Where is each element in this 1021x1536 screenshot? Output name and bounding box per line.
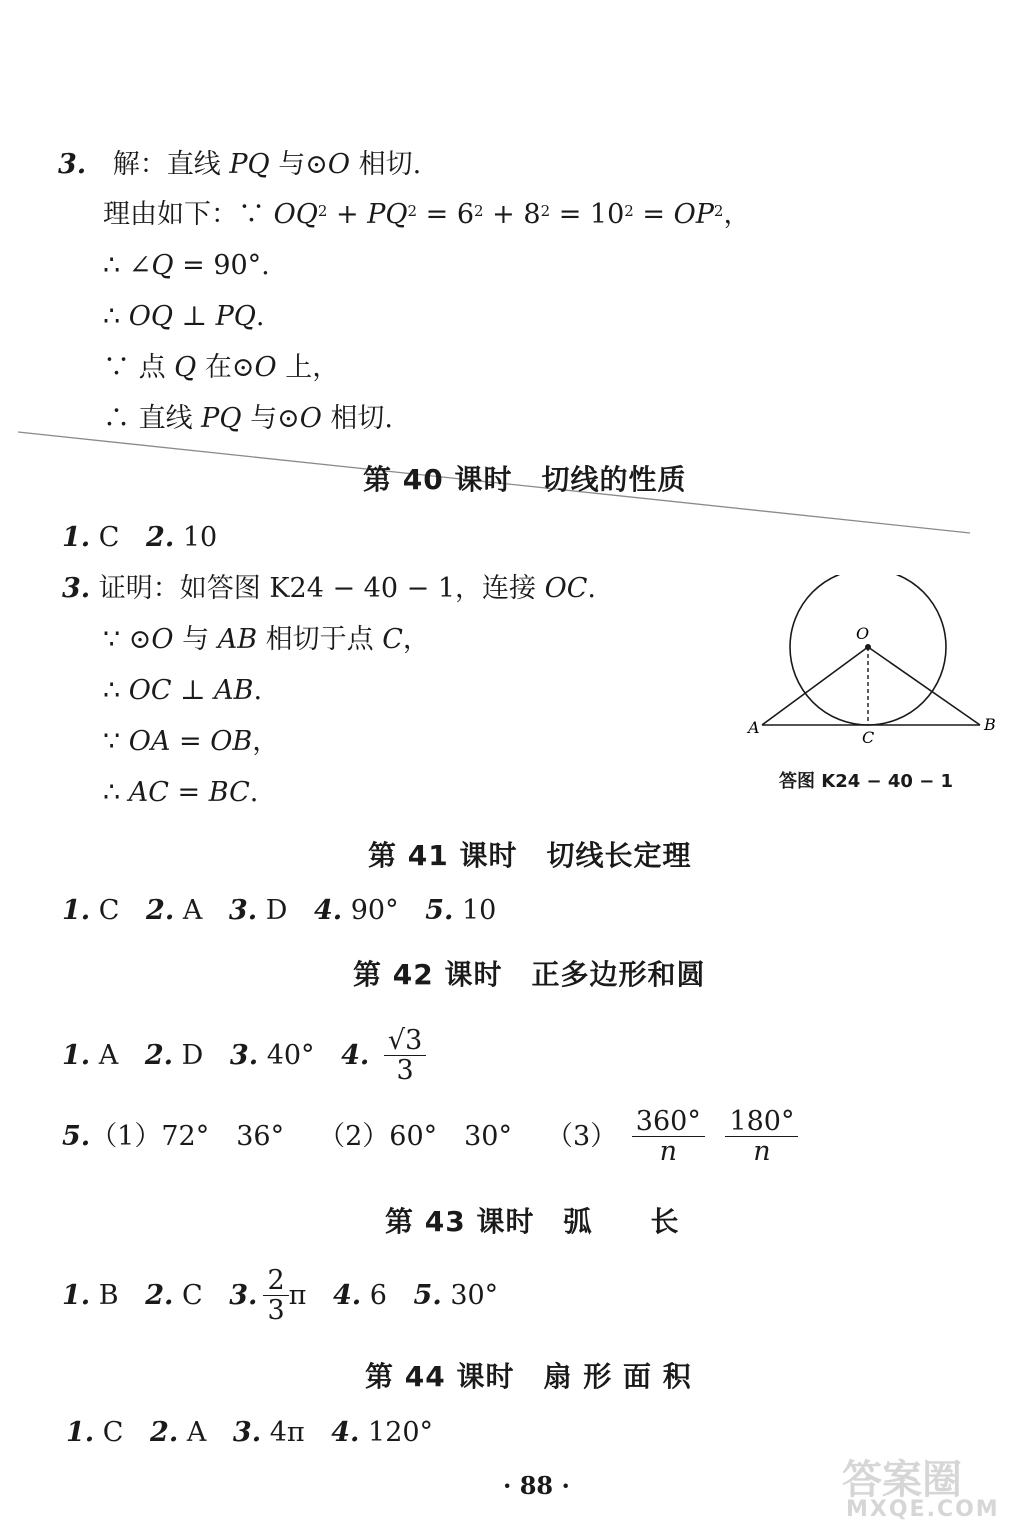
section-40-title: 第 40 课时 切线的性质 (363, 463, 687, 496)
figure-caption: 答图 K24 − 40 − 1 (779, 771, 954, 792)
fraction-180-over-n: $\frac{180^\circ}{n}$ (725, 1108, 798, 1167)
label-c: C (862, 728, 875, 747)
watermark-logo: 答案圈 (842, 1457, 962, 1503)
label-a: A (748, 718, 760, 737)
q3-line-2: 理由如下：∵ $OQ^2 + PQ^2 = 6^2 + 8^2 = 10^2 = OP^2$， (103, 199, 751, 230)
s40-q3-line-1: 3. 证明：如答图 K24 − 40 − 1，连接 OC. (62, 573, 596, 604)
point-o (865, 644, 871, 650)
section-44-title: 第 44 课时 扇 形 面 积 (365, 1360, 692, 1393)
watermark-url: MXQE.COM (846, 1497, 1000, 1522)
fraction-sqrt3-over-3: $\frac{√3}{3}$ (384, 1027, 426, 1086)
question-number: 3. (58, 149, 87, 180)
s40-answers-1: 1. C 2. 10 (62, 522, 218, 553)
line-ob (868, 647, 980, 725)
s40-q3-line-5: ∴ AC = BC. (103, 777, 259, 808)
section-43-title: 第 43 课时 弧 长 (385, 1205, 680, 1238)
label-o: O (856, 624, 870, 643)
s40-q3-line-2: ∵ ⊙O 与 AB 相切于点 C， (103, 624, 430, 655)
s40-q3-line-4: ∵ OA = OB， (103, 726, 280, 757)
s41-answers: 1. C 2. A 3. D 4. 90° 5. 10 (62, 895, 497, 926)
tangent-figure (740, 575, 1010, 755)
s40-q3-line-3: ∴ OC ⊥ AB. (103, 675, 263, 706)
s42-answers-5: 5.（1）72° 36° （2）60° 30° （3） $\frac{360^\circ}{n}$ $\frac{180^\circ}{n}$ (62, 1107, 804, 1167)
q3-line-3: ∴ ∠Q = 90°. (103, 250, 270, 281)
q3-line-4: ∴ OQ ⊥ PQ. (103, 301, 265, 332)
q3-line-1: 3. 解：直线 PQ 与⊙O 相切. (58, 149, 422, 180)
fraction-2-over-3: $\frac{2}{3}$ (263, 1267, 288, 1326)
s42-answers-1: 1. A 2. D 3. 40° 4. $\frac{√3}{3}$ (62, 1026, 432, 1086)
s43-answers: 1. B 2. C 3. $\frac{2}{3}$ π 4. 6 5. 30° (62, 1265, 499, 1326)
label-b: B (984, 715, 996, 734)
fraction-360-over-n: $\frac{360^\circ}{n}$ (632, 1108, 705, 1167)
section-41-title: 第 41 课时 切线长定理 (368, 839, 692, 872)
page-number: · 88 · (503, 1471, 570, 1500)
s44-answers: 1. C 2. A 3. 4π 4. 120° (66, 1417, 434, 1448)
q3-line-6: ∴ 直线 PQ 与⊙O 相切. (103, 403, 394, 434)
q3-line-5: ∵ 点 Q 在⊙O 上， (103, 352, 340, 383)
line-oa (762, 647, 868, 725)
section-42-title: 第 42 课时 正多边形和圆 (353, 958, 706, 991)
